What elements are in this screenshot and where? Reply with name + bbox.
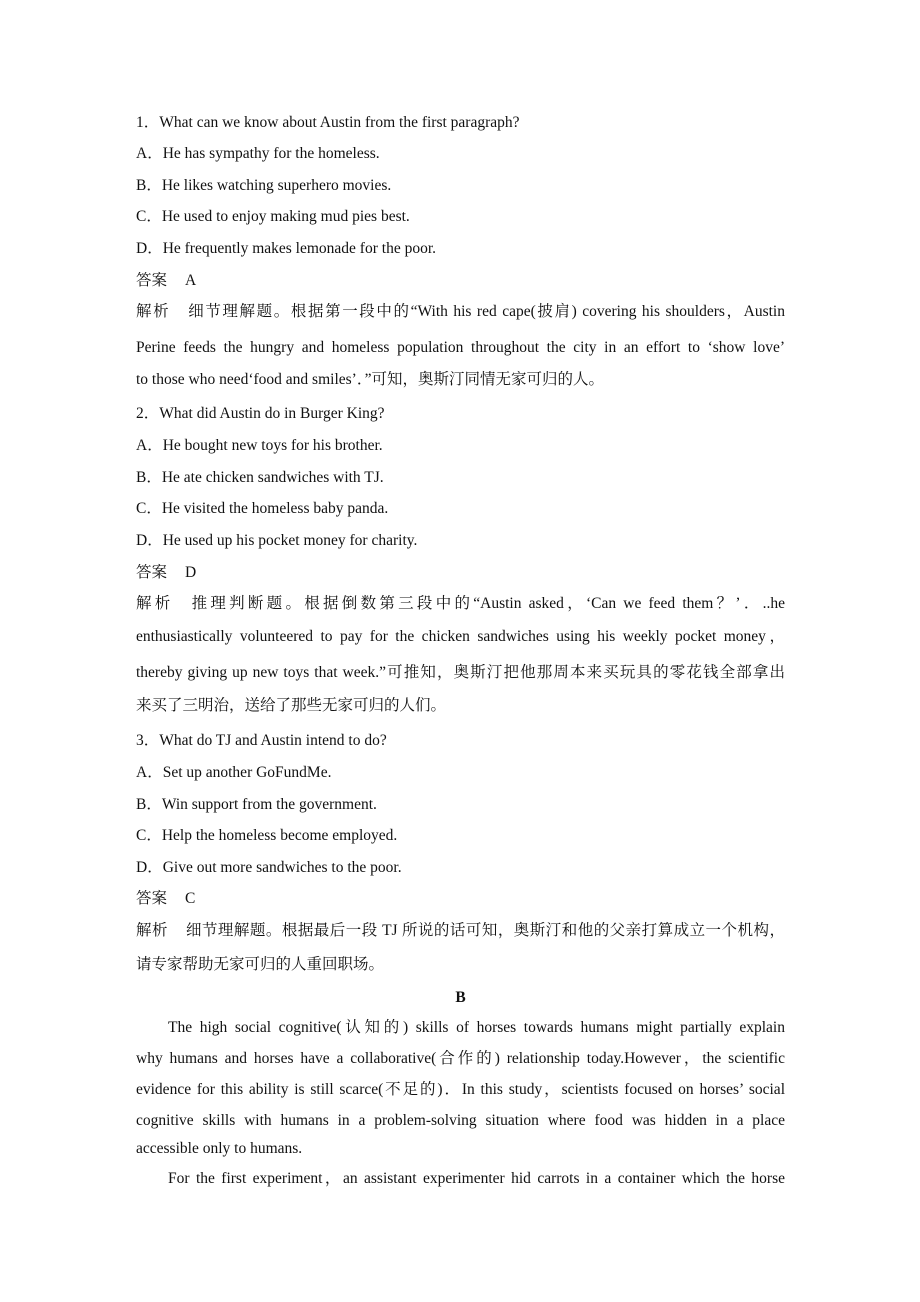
q2-option-a: A．He bought new toys for his brother.	[136, 437, 383, 454]
q1-option-c: C．He used to enjoy making mud pies best.	[136, 208, 410, 225]
q2-option-d: D．He used up his pocket money for charity.	[136, 532, 418, 549]
passage-line: why humans and horses have a collaborative(合作的) relationship today.However，the scientific	[136, 1050, 785, 1067]
passage-title: B	[455, 989, 466, 1006]
q1-option-b: B．He likes watching superhero movies.	[136, 177, 392, 194]
passage-line: accessible only to humans.	[136, 1140, 303, 1157]
answer-value: A	[185, 272, 197, 289]
q1-option-a: A．He has sympathy for the homeless.	[136, 145, 380, 162]
q3-analysis-line: 解析 细节理解题。根据最后一段 TJ 所说的话可知，奥斯汀和他的父亲打算成立一个机构，	[136, 922, 785, 939]
analysis-label: 解析	[136, 922, 168, 939]
question-3-stem: 3．What do TJ and Austin intend to do?	[136, 732, 387, 749]
analysis-label: 解析	[136, 595, 174, 612]
q2-analysis-line: enthusiastically volunteered to pay for the chicken sandwiches using his weekly pocket money，	[136, 628, 785, 645]
analysis-label: 解析	[136, 303, 171, 320]
q3-option-d: D．Give out more sandwiches to the poor.	[136, 859, 402, 876]
answer-label: 答案	[136, 890, 168, 907]
answer-value: C	[185, 890, 196, 907]
q1-answer	[136, 270, 785, 292]
q1-analysis-line: to those who need‘food and smiles’．”可知，奥斯汀同情无家可归的人。	[136, 371, 604, 388]
answer-label: 答案	[136, 564, 168, 581]
q2-option-c: C．He visited the homeless baby panda.	[136, 500, 389, 517]
answer-value: D	[185, 564, 197, 581]
passage-line: evidence for this ability is still scarce(不足的)．In this study，scientists focused on horses’ social	[136, 1081, 785, 1098]
q3-analysis-line: 请专家帮助无家可归的人重回职场。	[136, 956, 385, 973]
passage-line: The high social cognitive(认知的) skills of horses towards humans might partially explain	[168, 1019, 785, 1036]
passage-line: For the first experiment，an assistant experimenter hid carrots in a container which the horse	[168, 1170, 785, 1187]
q2-analysis-line: 解析 推理判断题。根据倒数第三段中的“Austin asked，‘Can we feed them？’．..he	[136, 595, 785, 612]
q1-analysis-line: 解析 细节理解题。根据第一段中的“With his red cape(披肩) covering his shoulders，Austin	[136, 303, 785, 320]
passage-line: cognitive skills with humans in a problem-solving situation where food was hidden in a place	[136, 1112, 785, 1129]
q2-answer	[136, 562, 785, 584]
q3-option-c: C．Help the homeless become employed.	[136, 827, 398, 844]
q1-analysis-line: Perine feeds the hungry and homeless population throughout the city in an effort to ‘show love’	[136, 339, 785, 356]
answer-label: 答案	[136, 272, 168, 289]
q3-option-b: B．Win support from the government.	[136, 796, 377, 813]
q2-analysis-line: 来买了三明治，送给了那些无家可归的人们。	[136, 697, 447, 714]
q2-analysis-line: thereby giving up new toys that week.”可推知，奥斯汀把他那周本来买玩具的零花钱全部拿出	[136, 664, 785, 681]
q2-option-b: B．He ate chicken sandwiches with TJ.	[136, 469, 384, 486]
q3-option-a: A．Set up another GoFundMe.	[136, 764, 332, 781]
q1-option-d: D．He frequently makes lemonade for the poor.	[136, 240, 437, 257]
question-2-stem: 2．What did Austin do in Burger King?	[136, 405, 385, 422]
q3-answer	[136, 888, 785, 910]
question-1-stem: 1．What can we know about Austin from the first paragraph?	[136, 114, 520, 131]
